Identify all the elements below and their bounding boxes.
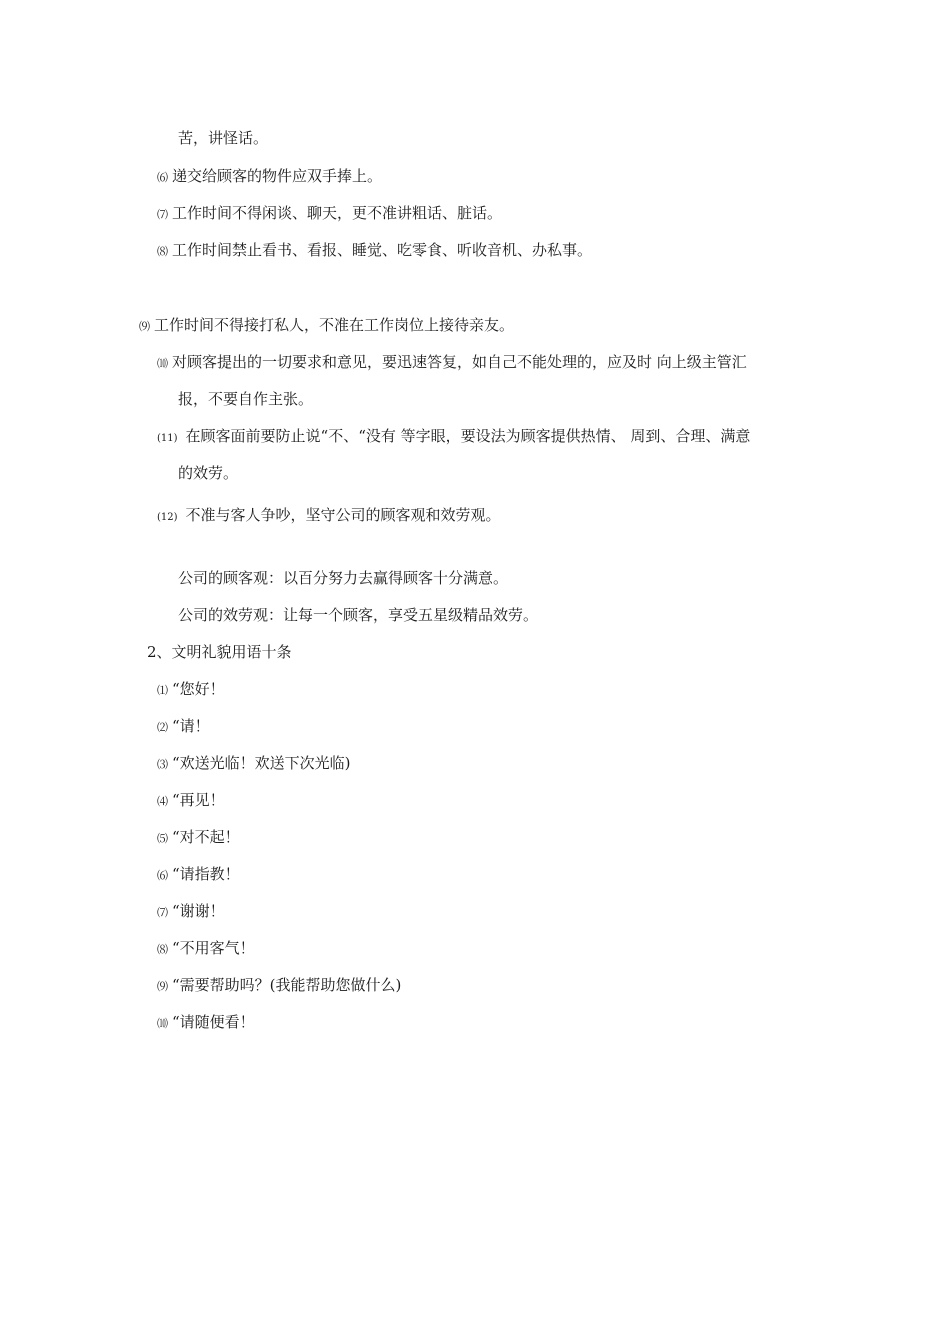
rule-10-continuation: 报，不要自作主张。 <box>178 390 314 408</box>
phrase-number: ⑵ <box>157 721 168 734</box>
section-2-heading: 2、文明礼貌用语十条 <box>147 643 292 661</box>
rule-12-number: (12) <box>157 512 178 523</box>
rule-11-continuation: 的效劳。 <box>178 464 239 482</box>
phrase-number: ⑴ <box>157 684 168 697</box>
rule-8 <box>157 240 592 262</box>
phrase-number: ⑸ <box>157 832 168 845</box>
rule-9-number: ⑼ <box>139 320 150 333</box>
rule-8-number: ⑻ <box>157 245 168 258</box>
rule-10-text: 对顾客提出的一切要求和意见，要迅速答复，如自己不能处理的，应及时 向上级主管汇 <box>172 353 747 371</box>
phrase-text: “对不起！ <box>172 828 240 846</box>
rule-6-text: 递交给顾客的物件应双手捧上。 <box>172 167 383 185</box>
phrase-item <box>157 864 240 886</box>
phrase-number: ⑷ <box>157 795 168 808</box>
rule-11-number: (11) <box>157 433 178 444</box>
phrase-item <box>157 901 225 923</box>
rule-8-text: 工作时间禁止看书、看报、睡觉、吃零食、听收音机、办私事。 <box>172 241 593 259</box>
phrase-text: “您好！ <box>172 680 225 698</box>
phrase-text: “请随便看！ <box>172 1013 255 1031</box>
rule-10 <box>157 352 747 374</box>
rule-9 <box>139 315 514 337</box>
phrase-item <box>157 975 401 997</box>
phrase-item <box>157 1012 255 1034</box>
phrase-text: “请！ <box>172 717 210 735</box>
phrase-number: ⑶ <box>157 758 168 771</box>
phrase-item <box>157 827 240 849</box>
phrase-number: ⑻ <box>157 943 168 956</box>
phrase-number: ⑽ <box>157 1017 168 1030</box>
phrase-item <box>157 790 225 812</box>
rule-12 <box>157 505 501 528</box>
phrase-number: ⑹ <box>157 869 168 882</box>
phrase-text: “再见！ <box>172 791 225 809</box>
rule-12-text: 不准与客人争吵，坚守公司的顾客观和效劳观。 <box>185 506 501 524</box>
rule-7-text: 工作时间不得闲谈、聊天，更不准讲粗话、脏话。 <box>172 204 503 222</box>
phrase-text: “不用客气！ <box>172 939 255 957</box>
rule-6-number: ⑹ <box>157 171 168 184</box>
phrase-item <box>157 753 351 775</box>
rule-11 <box>157 426 750 449</box>
phrase-text: “请指教！ <box>172 865 240 883</box>
rule-7 <box>157 203 502 225</box>
phrase-number: ⑺ <box>157 906 168 919</box>
phrase-item <box>157 938 255 960</box>
rule-9-text: 工作时间不得接打私人，不准在工作岗位上接待亲友。 <box>154 316 515 334</box>
rule-10-number: ⑽ <box>157 357 168 370</box>
phrase-text: “谢谢！ <box>172 902 225 920</box>
phrase-item <box>157 716 210 738</box>
phrase-text: “欢送光临！欢送下次光临) <box>172 754 351 772</box>
rule-7-number: ⑺ <box>157 208 168 221</box>
rule-6 <box>157 166 382 188</box>
rule-11-text: 在顾客面前要防止说“不、“没有 等字眼，要设法为顾客提供热情、 周到、合理、满意 <box>185 427 751 445</box>
service-philosophy: 公司的效劳观：让每一个顾客，享受五星级精品效劳。 <box>178 606 539 624</box>
phrase-item <box>157 679 225 701</box>
phrase-text: “需要帮助吗？(我能帮助您做什么) <box>172 976 402 994</box>
rule-5-continuation: 苦，讲怪话。 <box>178 129 269 147</box>
phrase-number: ⑼ <box>157 980 168 993</box>
customer-philosophy: 公司的顾客观：以百分努力去赢得顾客十分满意。 <box>178 569 509 587</box>
